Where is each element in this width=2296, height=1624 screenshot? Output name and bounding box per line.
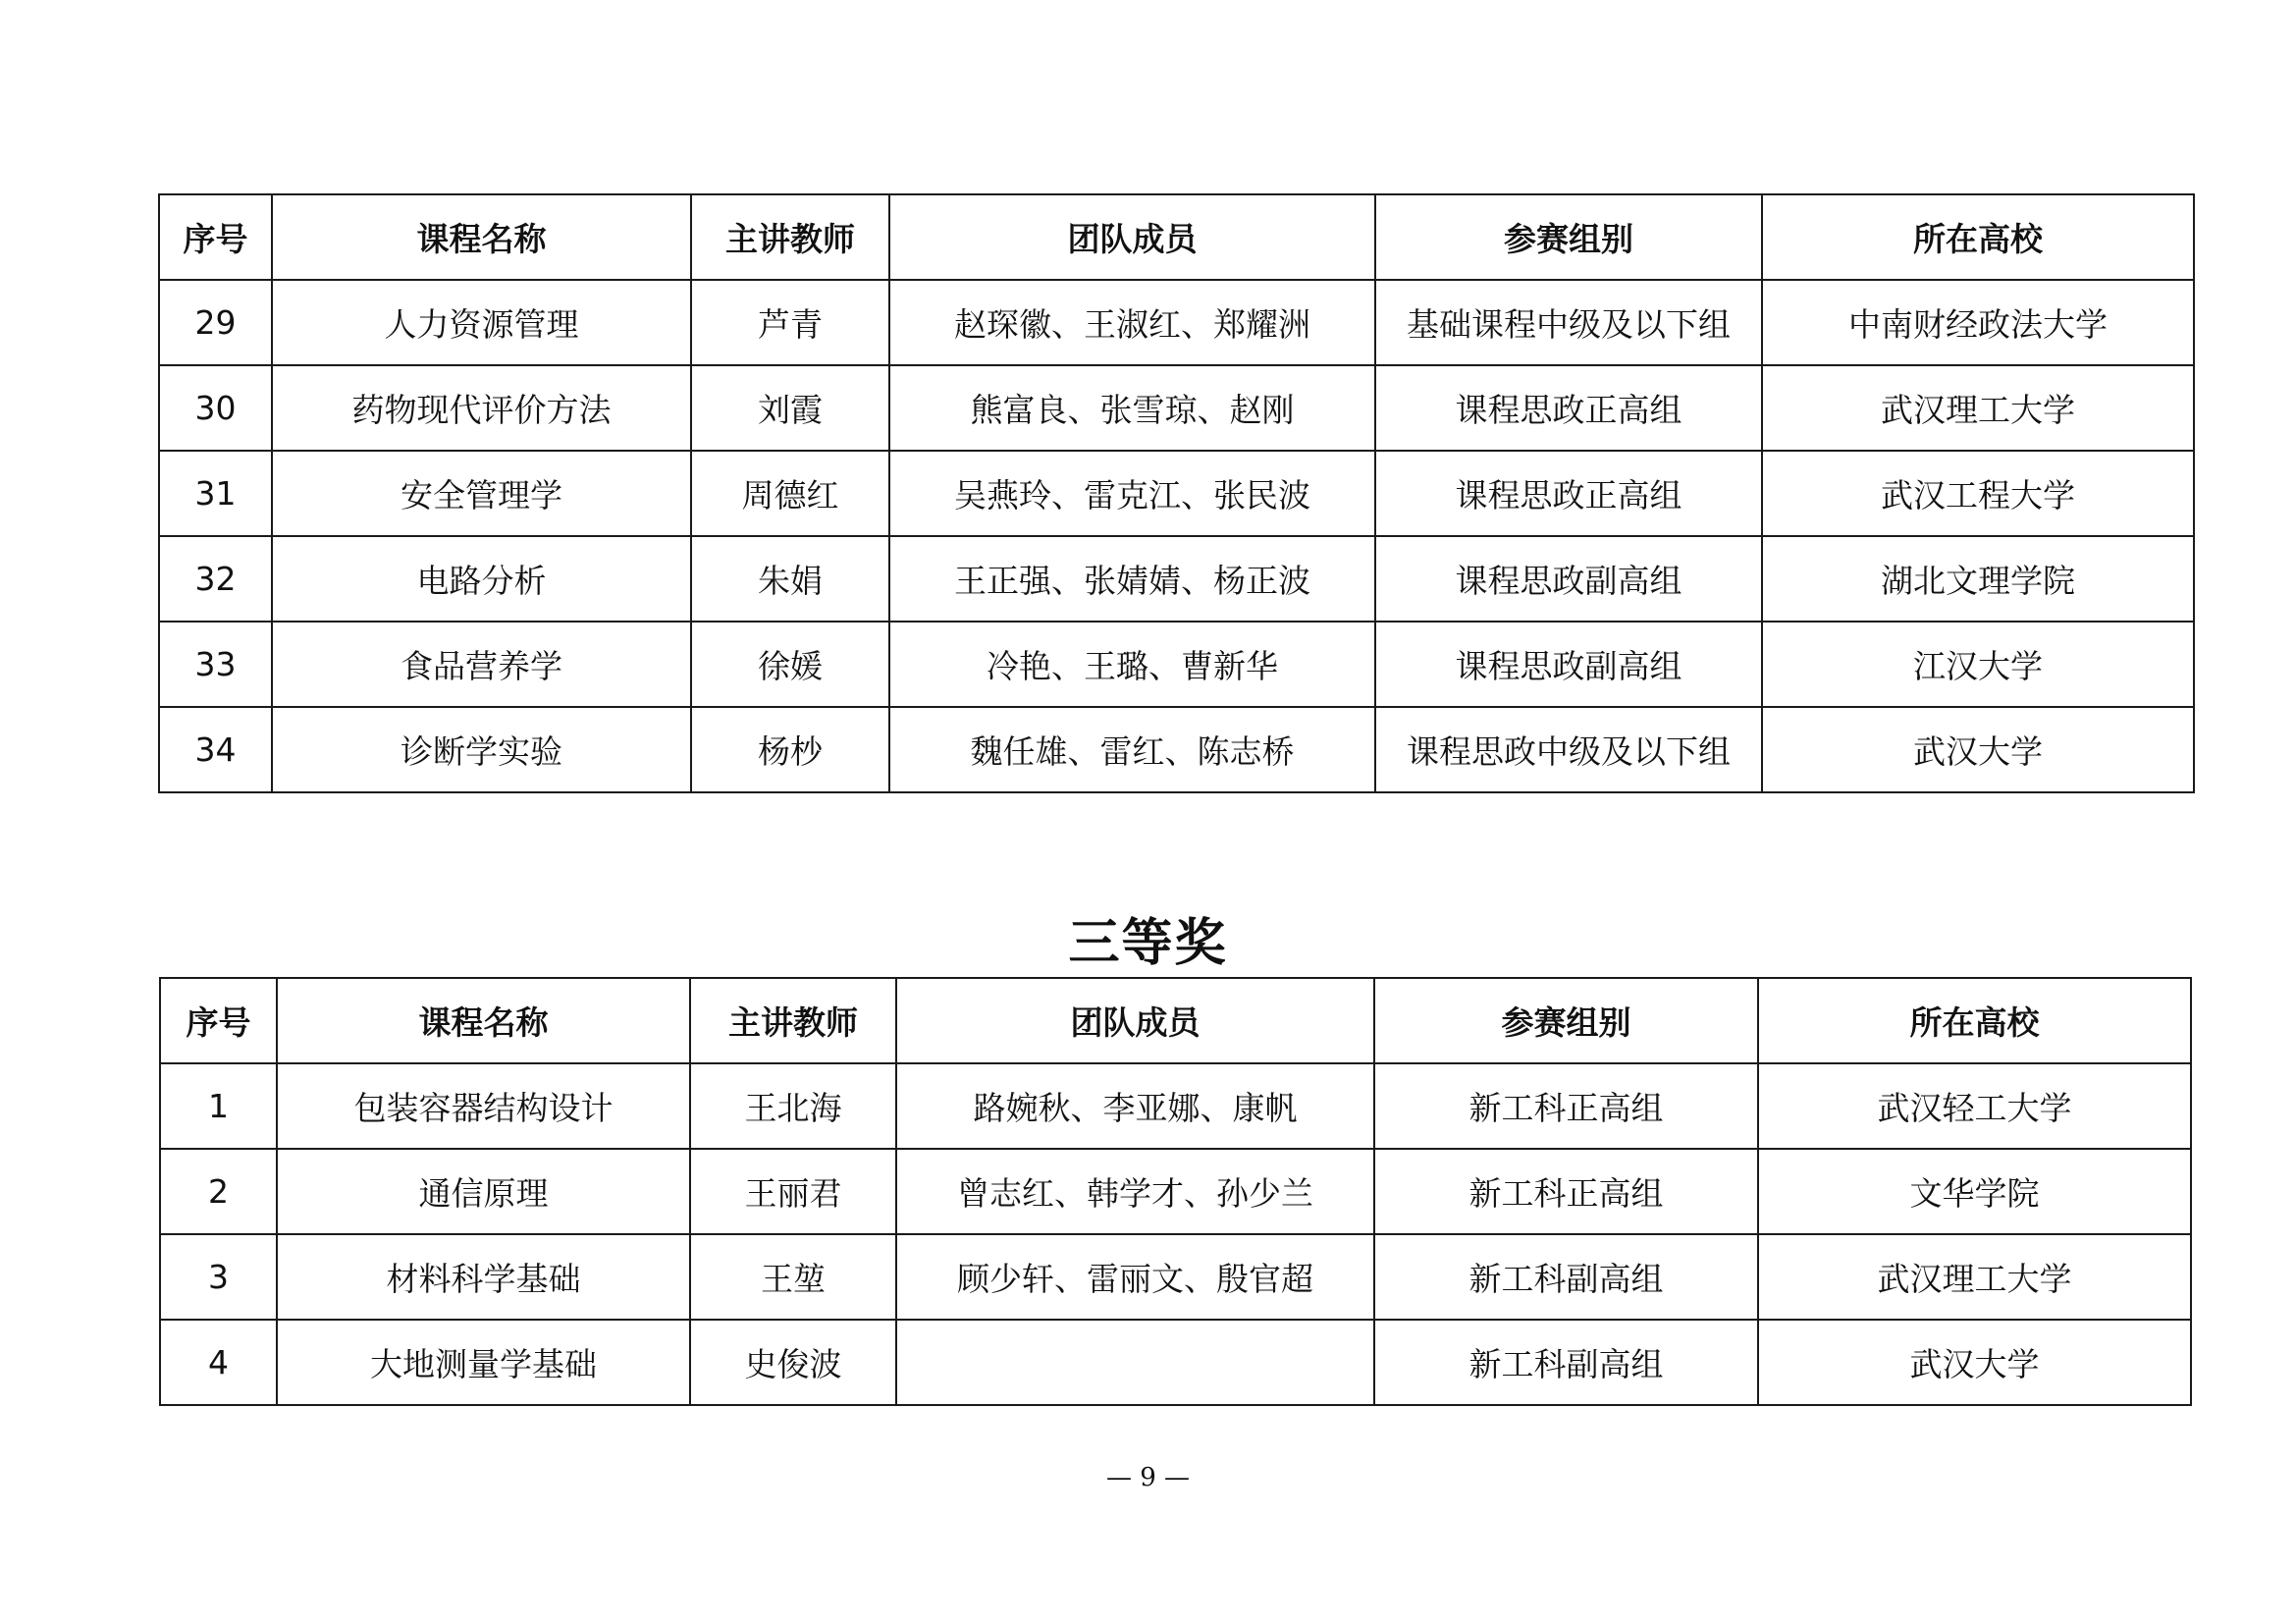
cell-course-name: 食品营养学 bbox=[272, 622, 691, 707]
header-university: 所在高校 bbox=[1762, 194, 2194, 280]
header-competition-group: 参赛组别 bbox=[1374, 978, 1758, 1063]
header-index: 序号 bbox=[159, 194, 272, 280]
header-competition-group: 参赛组别 bbox=[1375, 194, 1762, 280]
cell-lead-teacher: 王堃 bbox=[690, 1234, 896, 1320]
cell-lead-teacher: 周德红 bbox=[691, 451, 889, 536]
table-row bbox=[160, 1063, 2191, 1149]
cell-lead-teacher: 王丽君 bbox=[690, 1149, 896, 1234]
cell-team-members: 赵琛徽、王淑红、郑耀洲 bbox=[889, 280, 1375, 365]
header-lead-teacher: 主讲教师 bbox=[690, 978, 896, 1063]
header-university: 所在高校 bbox=[1758, 978, 2191, 1063]
cell-team-members: 顾少轩、雷丽文、殷官超 bbox=[896, 1234, 1374, 1320]
cell-competition-group: 新工科正高组 bbox=[1374, 1149, 1758, 1234]
table-row bbox=[160, 1320, 2191, 1405]
cell-team-members: 魏任雄、雷红、陈志桥 bbox=[889, 707, 1375, 792]
section-title-third-prize: 三等奖 bbox=[1068, 914, 1228, 973]
cell-lead-teacher: 刘霞 bbox=[691, 365, 889, 451]
cell-competition-group: 新工科副高组 bbox=[1374, 1234, 1758, 1320]
table-row bbox=[160, 1149, 2191, 1234]
cell-course-name: 材料科学基础 bbox=[277, 1234, 690, 1320]
cell-lead-teacher: 朱娟 bbox=[691, 536, 889, 622]
cell-index: 30 bbox=[159, 365, 272, 451]
table-row bbox=[159, 280, 2194, 365]
header-lead-teacher: 主讲教师 bbox=[691, 194, 889, 280]
cell-team-members: 熊富良、张雪琼、赵刚 bbox=[889, 365, 1375, 451]
cell-course-name: 安全管理学 bbox=[272, 451, 691, 536]
cell-course-name: 药物现代评价方法 bbox=[272, 365, 691, 451]
cell-team-members: 王正强、张婧婧、杨正波 bbox=[889, 536, 1375, 622]
table-row bbox=[160, 1234, 2191, 1320]
cell-index: 4 bbox=[160, 1320, 277, 1405]
header-team-members: 团队成员 bbox=[889, 194, 1375, 280]
table-header-row bbox=[160, 978, 2191, 1063]
cell-index: 33 bbox=[159, 622, 272, 707]
cell-lead-teacher: 芦青 bbox=[691, 280, 889, 365]
cell-index: 29 bbox=[159, 280, 272, 365]
page-number: — 9 — bbox=[1105, 1463, 1191, 1492]
cell-competition-group: 课程思政副高组 bbox=[1375, 536, 1762, 622]
cell-competition-group: 新工科副高组 bbox=[1374, 1320, 1758, 1405]
cell-university: 武汉大学 bbox=[1758, 1320, 2191, 1405]
cell-course-name: 人力资源管理 bbox=[272, 280, 691, 365]
cell-team-members bbox=[896, 1320, 1374, 1405]
cell-team-members: 曾志红、韩学才、孙少兰 bbox=[896, 1149, 1374, 1234]
cell-competition-group: 课程思政副高组 bbox=[1375, 622, 1762, 707]
cell-course-name: 电路分析 bbox=[272, 536, 691, 622]
cell-university: 武汉轻工大学 bbox=[1758, 1063, 2191, 1149]
cell-course-name: 大地测量学基础 bbox=[277, 1320, 690, 1405]
cell-lead-teacher: 徐媛 bbox=[691, 622, 889, 707]
cell-competition-group: 课程思政正高组 bbox=[1375, 451, 1762, 536]
cell-competition-group: 基础课程中级及以下组 bbox=[1375, 280, 1762, 365]
award-table-continued bbox=[158, 193, 2195, 793]
cell-university: 中南财经政法大学 bbox=[1762, 280, 2194, 365]
cell-university: 江汉大学 bbox=[1762, 622, 2194, 707]
cell-course-name: 包装容器结构设计 bbox=[277, 1063, 690, 1149]
table-row bbox=[159, 707, 2194, 792]
cell-team-members: 吴燕玲、雷克江、张民波 bbox=[889, 451, 1375, 536]
table-row bbox=[159, 536, 2194, 622]
header-course-name: 课程名称 bbox=[272, 194, 691, 280]
cell-competition-group: 课程思政中级及以下组 bbox=[1375, 707, 1762, 792]
cell-course-name: 通信原理 bbox=[277, 1149, 690, 1234]
cell-index: 2 bbox=[160, 1149, 277, 1234]
cell-index: 34 bbox=[159, 707, 272, 792]
cell-lead-teacher: 杨杪 bbox=[691, 707, 889, 792]
header-course-name: 课程名称 bbox=[277, 978, 690, 1063]
cell-university: 武汉理工大学 bbox=[1762, 365, 2194, 451]
table-header-row bbox=[159, 194, 2194, 280]
cell-lead-teacher: 王北海 bbox=[690, 1063, 896, 1149]
cell-team-members: 冷艳、王璐、曹新华 bbox=[889, 622, 1375, 707]
cell-team-members: 路婉秋、李亚娜、康帆 bbox=[896, 1063, 1374, 1149]
cell-course-name: 诊断学实验 bbox=[272, 707, 691, 792]
cell-university: 武汉理工大学 bbox=[1758, 1234, 2191, 1320]
table-row bbox=[159, 622, 2194, 707]
cell-index: 32 bbox=[159, 536, 272, 622]
cell-index: 31 bbox=[159, 451, 272, 536]
cell-university: 武汉工程大学 bbox=[1762, 451, 2194, 536]
cell-competition-group: 新工科正高组 bbox=[1374, 1063, 1758, 1149]
table-row bbox=[159, 365, 2194, 451]
header-team-members: 团队成员 bbox=[896, 978, 1374, 1063]
award-table-third-prize bbox=[159, 977, 2192, 1406]
cell-university: 湖北文理学院 bbox=[1762, 536, 2194, 622]
table-row bbox=[159, 451, 2194, 536]
cell-university: 武汉大学 bbox=[1762, 707, 2194, 792]
cell-lead-teacher: 史俊波 bbox=[690, 1320, 896, 1405]
cell-index: 1 bbox=[160, 1063, 277, 1149]
cell-competition-group: 课程思政正高组 bbox=[1375, 365, 1762, 451]
header-index: 序号 bbox=[160, 978, 277, 1063]
cell-index: 3 bbox=[160, 1234, 277, 1320]
cell-university: 文华学院 bbox=[1758, 1149, 2191, 1234]
